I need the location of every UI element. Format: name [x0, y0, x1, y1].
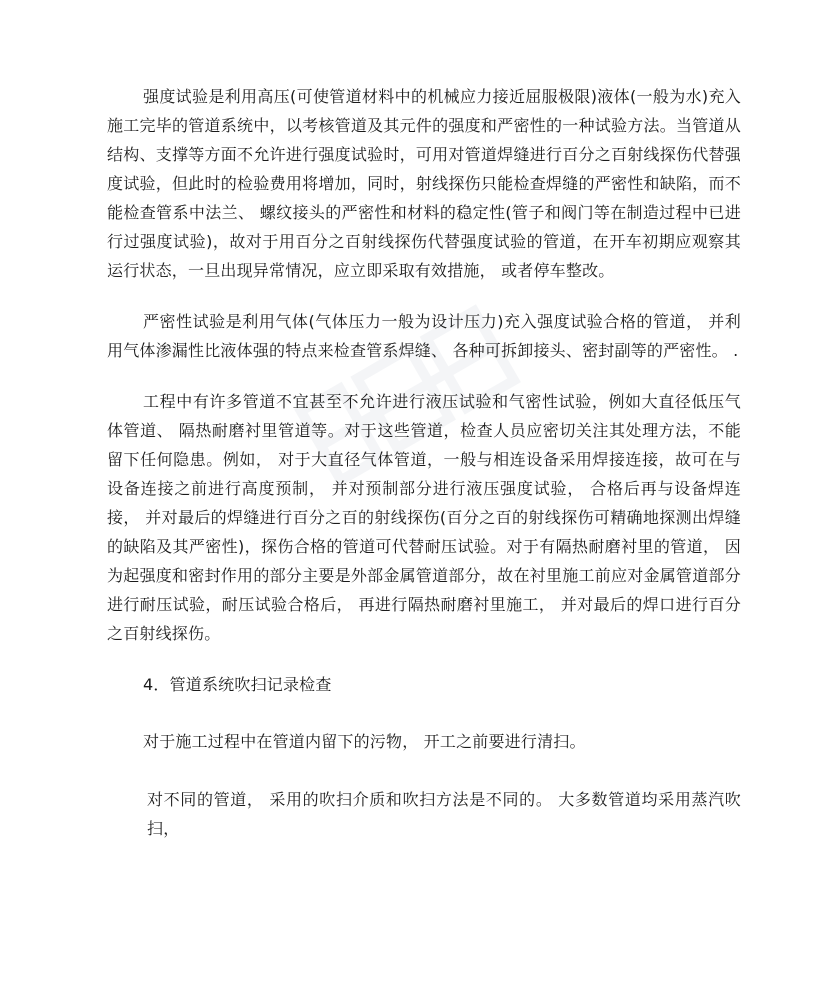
paragraph-tightness-test: 严密性试验是利用气体(气体压力一般为设计压力)充入强度试验合格的管道， 并利用气体渗漏性比液体强的特点来检查管系焊缝、 各种可拆卸接头、密封副等的严密性。 .	[107, 312, 741, 360]
paragraph-purge-methods: 对不同的管道， 采用的吹扫介质和吹扫方法是不同的。 大多数管道均采用蒸汽吹扫，	[147, 790, 741, 838]
document-body	[107, 82, 741, 843]
paragraph-cleaning: 对于施工过程中在管道内留下的污物， 开工之前要进行清扫。	[143, 732, 586, 751]
paragraph-engineering-cases: 工程中有许多管道不宜甚至不允许进行液压试验和气密性试验，例如大直径低压气体管道、 隔热耐磨衬里管道等。对于这些管道，检查人员应密切关注其处理方法，不能留下任何隐患。例如， 对于大直径气体管道，一般与相连设备采用焊接连接，故可在与设备连接之前进行高度预制， 并对预制部分进行液压强度试验， 合格后再与设备焊连接， 并对最后的焊缝进行百分之百的射线探伤(百分之百的射线探伤可精确地探测出焊缝的缺陷及其严密性)，探伤合格的管道可代替耐压试验。对于有隔热耐磨衬里的管道， 因为起强度和密封作用的部分主要是外部金属管道部分，故在衬里施工前应对金属管道部分进行耐压试验，耐压试验合格后， 再进行隔热耐磨衬里施工， 并对最后的焊口进行百分之百射线探伤。	[107, 392, 741, 643]
section-heading-purge-record: 4．管道系统吹扫记录检查	[143, 675, 332, 694]
paragraph-strength-test: 强度试验是利用高压(可使管道材料中的机械应力接近屈服极限)液体(一般为水)充入施工完毕的管道系统中，以考核管道及其元件的强度和严密性的一种试验方法。当管道从结构、支撑等方面不允许进行强度试验时，可用对管道焊缝进行百分之百射线探伤代替强度试验，但此时的检验费用将增加，同时，射线探伤只能检查焊缝的严密性和缺陷，而不能检查管系中法兰、 螺纹接头的严密性和材料的稳定性(管子和阀门等在制造过程中已进行过强度试验)，故对于用百分之百射线探伤代替强度试验的管道，在开车初期应观察其运行状态，一旦出现异常情况，应立即采取有效措施， 或者停车整改。	[107, 87, 741, 280]
